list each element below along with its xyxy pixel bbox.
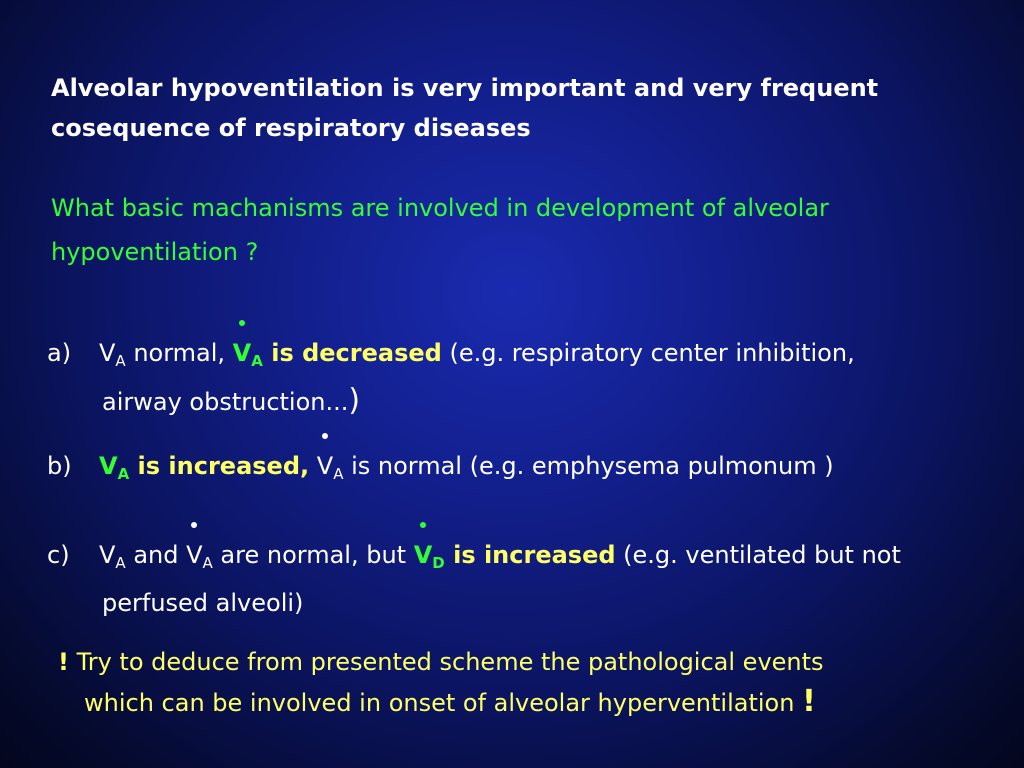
note-line-2: which can be involved in onset of alveolar hyperventilation (84, 689, 803, 717)
va-symbol: $V_A$ (99, 339, 126, 370)
item-c-increased: is increased (444, 541, 616, 569)
list-item-c (47, 535, 901, 623)
item-c-line-2: perfused alveoli) (102, 589, 304, 617)
item-a-normal-text: normal, (125, 339, 233, 367)
item-a-label: a) (47, 339, 72, 367)
question-line-2: hypoventilation ? (51, 238, 259, 266)
title-line-1: Alveolar hypoventilation is very important and very frequent (51, 74, 879, 102)
item-b-rest: is normal (e.g. emphysema pulmonum ) (343, 452, 834, 480)
va-symbol: $V_A$ (99, 541, 126, 572)
question-line-1: What basic machanisms are involved in development of alveolar (51, 194, 829, 222)
list-item-a (47, 333, 855, 422)
item-c-label: c) (47, 541, 70, 569)
item-b-increased: is increased, (129, 452, 310, 480)
title-line-2: cosequence of respiratory diseases (51, 114, 531, 142)
item-c-and: and (125, 541, 187, 569)
va-dot-symbol: $V_A$ (186, 541, 213, 569)
item-a-decreased: is decreased (262, 339, 442, 367)
vd-dot-symbol: $V_D$ (414, 541, 445, 569)
item-a-close-paren: ) (348, 383, 361, 418)
va-dot-symbol: $V_A$ (317, 452, 344, 480)
exclamation-end: ! (802, 684, 816, 719)
deduction-note (58, 642, 824, 723)
item-a-line-2: airway obstruction... (102, 388, 349, 416)
item-c-example: (e.g. ventilated but not (615, 541, 901, 569)
item-a-example: (e.g. respiratory center inhibition, (441, 339, 855, 367)
va-symbol: $V_A$ (99, 452, 130, 483)
item-c-normal-text: are normal, but (212, 541, 414, 569)
item-b-label: b) (47, 452, 72, 480)
slide-title (51, 68, 981, 148)
exclamation-start: ! (58, 648, 69, 676)
va-dot-symbol: $V_A$ (233, 339, 263, 367)
list-item-b (47, 446, 834, 494)
question-text (51, 186, 951, 274)
note-line-1: Try to deduce from presented scheme the pathological events (68, 648, 824, 676)
